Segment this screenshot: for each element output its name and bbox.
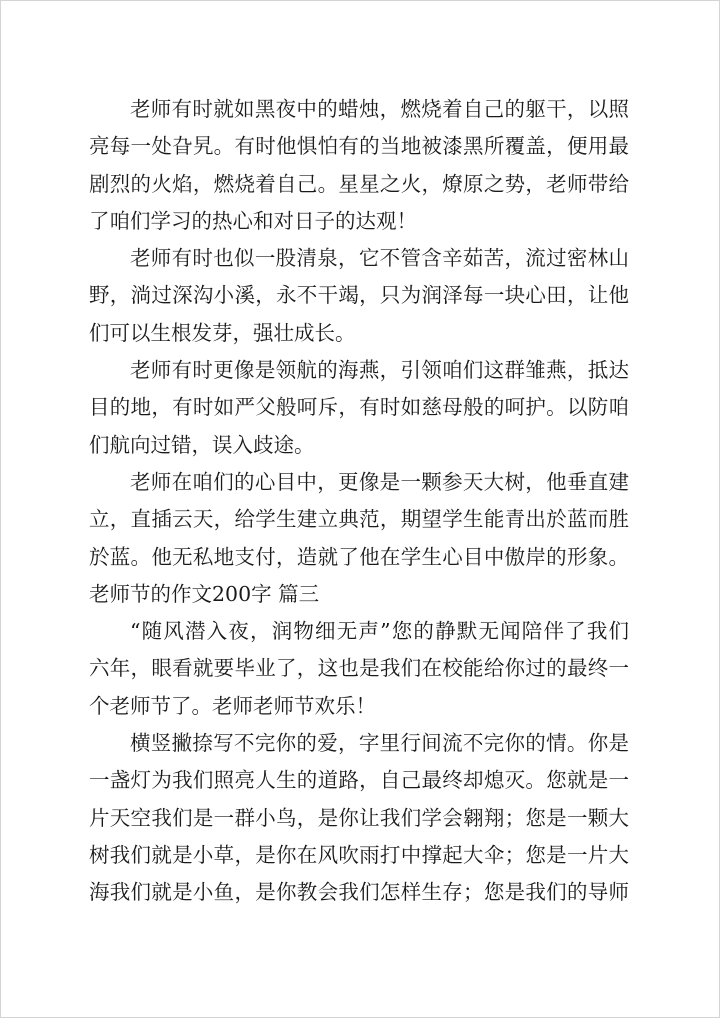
paragraph-1-line-3: 剧烈的火焰，燃烧着自己。星星之火，燎原之势，老师带给 <box>89 171 629 196</box>
paragraph-2-line-2: 野，淌过深沟小溪，永不干竭，只为润泽每一块心田，让他 <box>89 283 629 308</box>
paragraph-4-line-2: 立，直插云天，给学生建立典范，期望学生能青出於蓝而胜 <box>89 507 629 532</box>
paragraph-2-line-1: 老师有时也似一股清泉，它不管含辛茹苦，流过密林山 <box>130 246 629 271</box>
paragraph-3-line-3: 们航向过错，误入歧途。 <box>89 432 315 457</box>
paragraph-4-line-1: 老师在咱们的心目中，更像是一颗参天大树，他垂直建 <box>130 469 629 494</box>
paragraph-5-line-2: 六年，眼看就要毕业了，这也是我们在校能给你过的最终一 <box>89 656 629 681</box>
paragraph-6-line-5: 海我们就是小鱼，是你教会我们怎样生存；您是我们的导师 <box>89 880 629 905</box>
document-body <box>89 91 629 912</box>
paragraph-5-line-3: 个老师节了。老师老师节欢乐！ <box>89 693 376 718</box>
section-heading: 老师节的作文200字 篇三 <box>89 581 320 606</box>
paragraph-4-line-3: 於蓝。他无私地支付，造就了他在学生心目中傲岸的形象。 <box>89 544 629 569</box>
paragraph-6-line-1: 横竖撇捺写不完你的爱，字里行间流不完你的情。你是 <box>130 731 629 756</box>
paragraph-6-line-4: 树我们就是小草，是你在风吹雨打中撑起大伞；您是一片大 <box>89 842 629 867</box>
paragraph-1-line-1: 老师有时就如黑夜中的蜡烛，燃烧着自己的躯干，以照 <box>130 97 629 121</box>
paragraph-3-line-2: 目的地，有时如严父般呵斥，有时如慈母般的呵护。以防咱 <box>89 395 629 420</box>
paragraph-6-line-2: 一盏灯为我们照亮人生的道路，自己最终却熄灭。您就是一 <box>89 768 629 793</box>
paragraph-2-line-3: 们可以生根发芽，强壮成长。 <box>89 320 356 345</box>
paragraph-1-line-4: 了咱们学习的热心和对日子的达观！ <box>89 208 417 233</box>
paragraph-1-line-2: 亮每一处旮旯。有时他惧怕有的当地被漆黑所覆盖，便用最 <box>89 134 629 159</box>
paragraph-3-line-1: 老师有时更像是领航的海燕，引领咱们这群雏燕，抵达 <box>130 358 629 383</box>
paragraph-6-line-3: 片天空我们是一群小鸟，是你让我们学会翱翔；您是一颗大 <box>89 805 629 830</box>
paragraph-5-line-1: “随风潜入夜，润物细无声”您的静默无闻陪伴了我们 <box>130 619 629 644</box>
